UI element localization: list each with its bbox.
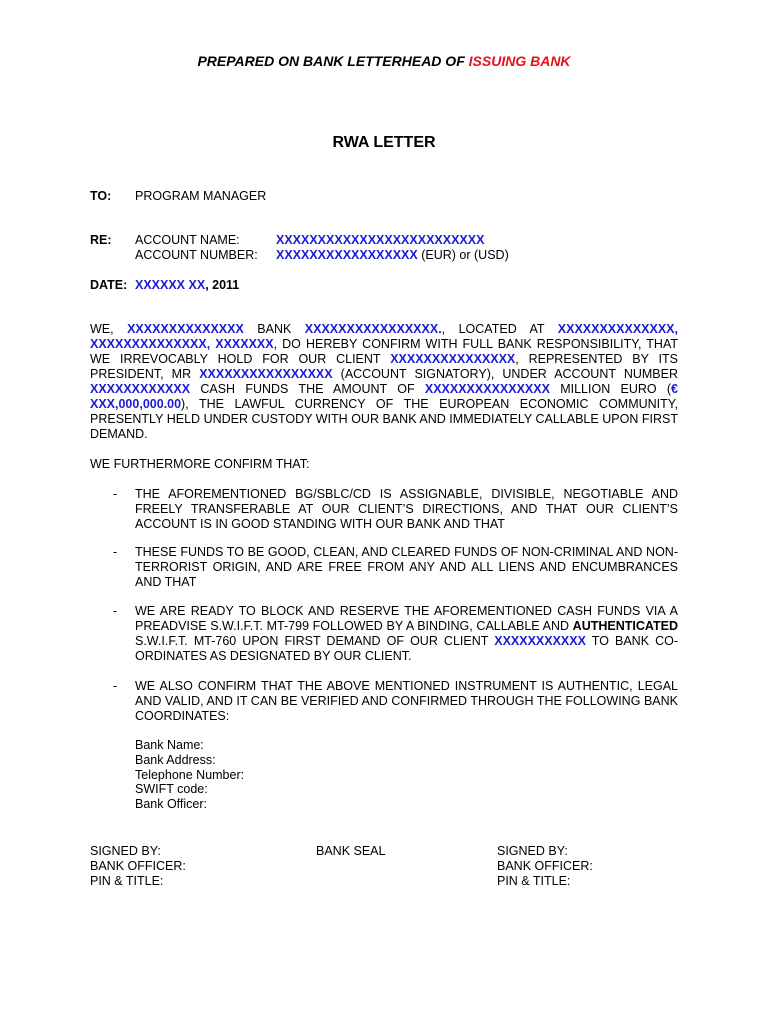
para-placeholder-4: XXXXXXXXXXXXXX, XXXXXXX (90, 337, 274, 351)
account-number-currency: (EUR) or (USD) (421, 248, 509, 262)
date-value: XXXXXX XX (135, 278, 206, 292)
bank-officer-label: BANK OFFICER: (497, 858, 593, 873)
para-placeholder-1: XXXXXXXXXXXXXX (127, 322, 244, 336)
bullet-dash: - (113, 604, 118, 618)
pin-title-label: PIN & TITLE: (497, 873, 571, 888)
bank-seal-block (316, 844, 385, 859)
para-placeholder-6: XXXXXXXXXXXXXXXX (199, 367, 333, 381)
bullet-assignable: THE AFOREMENTIONED BG/SBLC/CD IS ASSIGNABLE, DIVISIBLE, NEGOTIABLE AND FREELY TRANSFERABLE AT OUR CLIENT’S DIRECTIONS, AND THAT OUR CLIENT’S ACCOUNT IS IN GOOD STANDING WITH OUR BANK AND THAT (135, 487, 678, 531)
para-placeholder-3: XXXXXXXXXXXXXX, (557, 322, 678, 336)
para-text-4: , DO HEREBY CONFIRM WITH FULL BANK RESPONSIBILITY, THAT WE IRREVOCABLY HOLD FOR OUR CLIENT (90, 337, 678, 366)
bullet3-text-3: TO BANK CO-ORDINATES AS DESIGNATED BY OUR CLIENT. (135, 634, 679, 663)
para-text-1: WE, (90, 322, 114, 336)
bullet-dash: - (113, 679, 118, 693)
bullet-block-reserve (135, 604, 678, 664)
bank-coordinates-list (135, 738, 244, 812)
account-number-line (276, 248, 509, 263)
para-text-9: ), THE LAWFUL CURRENCY OF THE EUROPEAN ECONOMIC COMMUNITY, PRESENTLY HELD UNDER CUSTODY WITH OUR BANK AND IMMEDIATELY CALLABLE UPON FIRST DEMAND. (90, 397, 678, 441)
para-text-5: , REPRESENTED BY ITS PRESIDENT, MR (90, 352, 678, 381)
signed-by-label: SIGNED BY: (497, 844, 568, 858)
bank-officer-field: Bank Officer: (135, 797, 208, 812)
para-placeholder-9: € XXX,000,000.00 (90, 382, 678, 411)
page-title: RWA LETTER (332, 134, 436, 151)
letterhead-note (0, 53, 768, 69)
para-text-2: BANK (257, 322, 292, 336)
bullet3-text-1: WE ARE READY TO BLOCK AND RESERVE THE AFOREMENTIONED CASH FUNDS VIA A PREADVISE S.W.I.F.T. MT-799 FOLLOWED BY A BINDING, CALLABLE AND (135, 604, 678, 633)
date-label: DATE: (90, 278, 128, 292)
bullet-dash: - (113, 487, 118, 501)
telephone-field: Telephone Number: (135, 767, 245, 782)
bullet-clean-funds: THESE FUNDS TO BE GOOD, CLEAN, AND CLEARED FUNDS OF NON-CRIMINAL AND NON-TERRORIST ORIGIN, AND ARE FREE FROM ANY AND ALL LIENS AND ENCUMBRANCES AND THAT (135, 545, 678, 589)
pin-title-label: PIN & TITLE: (90, 873, 164, 888)
para-text-3: , LOCATED AT (441, 322, 545, 336)
issuing-bank-highlight: ISSUING BANK (468, 53, 571, 69)
to-label: TO: (90, 189, 112, 203)
para-text-6: (ACCOUNT SIGNATORY), UNDER ACCOUNT NUMBER (340, 367, 678, 381)
para-placeholder-5: XXXXXXXXXXXXXXX (390, 352, 516, 366)
authenticated-emphasis: AUTHENTICATED (572, 619, 678, 633)
letterhead-prefix: PREPARED ON BANK LETTERHEAD OF (197, 53, 465, 69)
bank-officer-label: BANK OFFICER: (90, 858, 186, 873)
bank-address-field: Bank Address: (135, 752, 216, 767)
bullet-dash: - (113, 545, 118, 559)
bank-name-field: Bank Name: (135, 738, 204, 752)
to-value: PROGRAM MANAGER (135, 189, 267, 203)
para-text-8: MILLION EURO ( (560, 382, 672, 396)
account-number-label: ACCOUNT NUMBER: (135, 248, 258, 262)
date-year: , 2011 (205, 278, 240, 292)
bank-seal-label: BANK SEAL (316, 844, 386, 858)
para-text-7: CASH FUNDS THE AMOUNT OF (200, 382, 415, 396)
furthermore-heading: WE FURTHERMORE CONFIRM THAT: (90, 457, 310, 471)
para-placeholder-2: XXXXXXXXXXXXXXXX. (304, 322, 442, 336)
swift-code-field: SWIFT code: (135, 782, 208, 797)
account-name-label: ACCOUNT NAME: (135, 233, 240, 247)
signature-block-left (90, 844, 186, 888)
bullet3-placeholder: XXXXXXXXXXX (494, 634, 586, 648)
bullet3-text-2: S.W.I.F.T. MT-760 UPON FIRST DEMAND OF OUR CLIENT (135, 634, 489, 648)
signature-block-right (497, 844, 593, 888)
para-placeholder-7: XXXXXXXXXXXX (90, 382, 191, 396)
account-name-value: XXXXXXXXXXXXXXXXXXXXXXXXX (276, 233, 485, 247)
para-placeholder-8: XXXXXXXXXXXXXXX (424, 382, 550, 396)
bullet-verification: WE ALSO CONFIRM THAT THE ABOVE MENTIONED INSTRUMENT IS AUTHENTIC, LEGAL AND VALID, AND IT CAN BE VERIFIED AND CONFIRMED THROUGH THE FOLLOWING BANK COORDINATES: (135, 679, 678, 723)
account-number-value: XXXXXXXXXXXXXXXXX (276, 248, 418, 262)
date-line (135, 278, 239, 293)
signed-by-label: SIGNED BY: (90, 844, 161, 858)
confirmation-paragraph (90, 322, 678, 442)
re-label: RE: (90, 233, 112, 247)
